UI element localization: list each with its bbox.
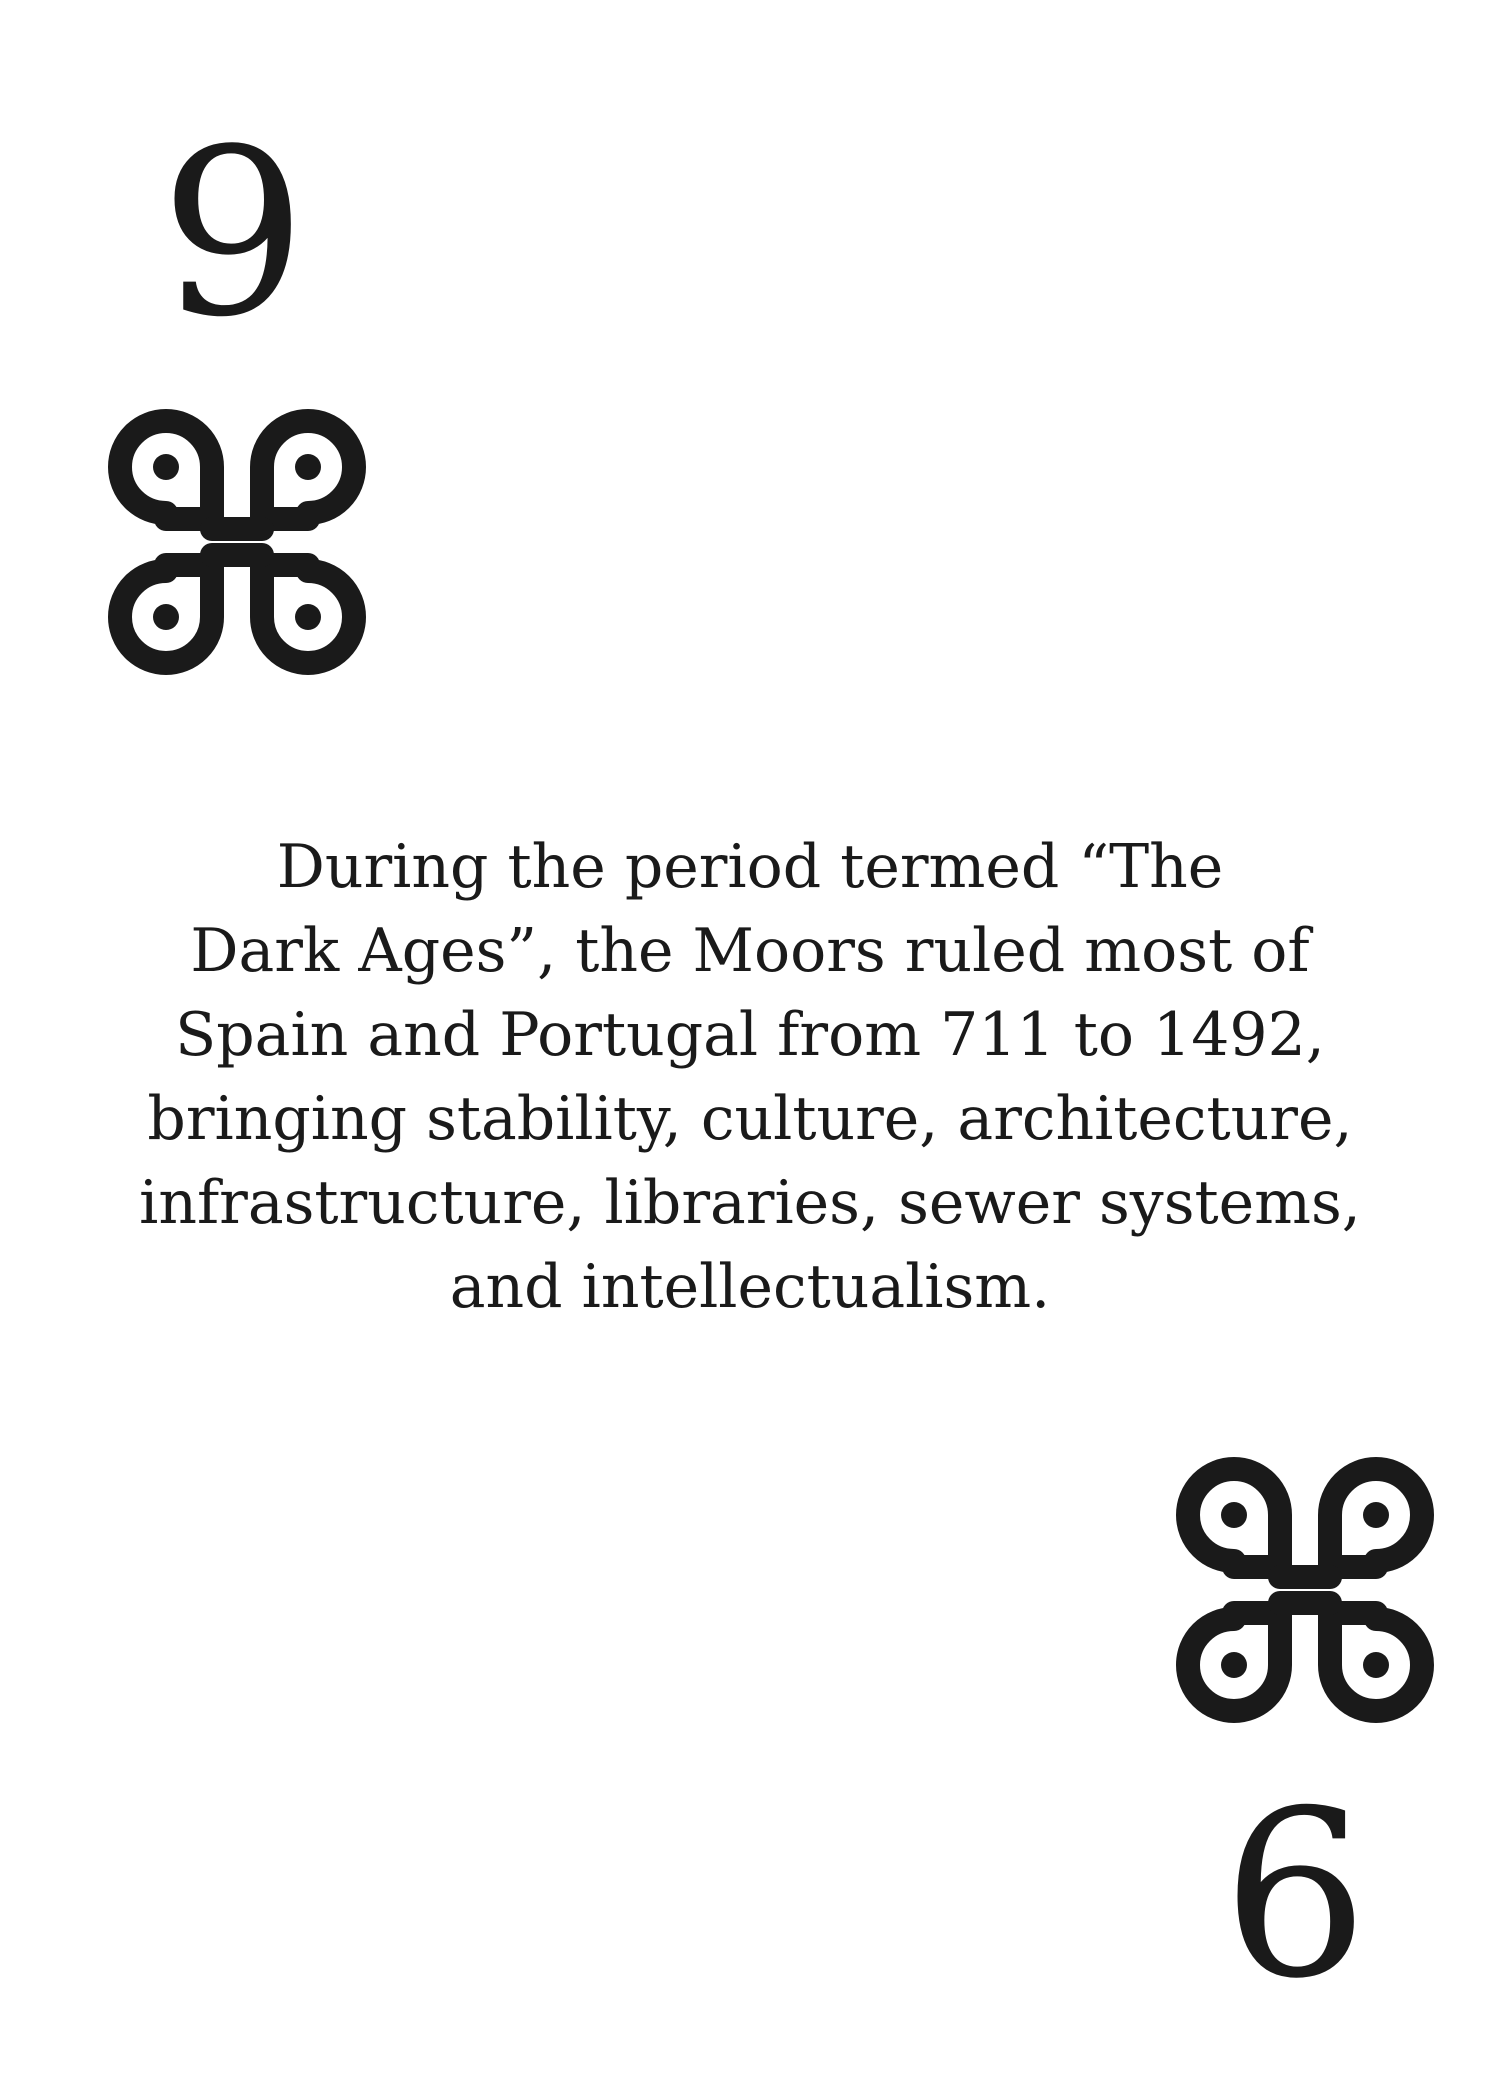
- card-rank-top: 9: [160, 101, 307, 368]
- text-line: Spain and Portugal from 711 to 1492,: [175, 1000, 1325, 1070]
- bese-saka-adinkra-icon: [1160, 1455, 1450, 1725]
- text-line: Dark Ages”, the Moors ruled most of: [190, 916, 1310, 986]
- card-description: [120, 825, 1380, 1329]
- bese-saka-adinkra-icon: [92, 407, 382, 677]
- text-line: During the period termed “The: [276, 832, 1224, 902]
- text-line: bringing stability, culture, architecture,: [147, 1084, 1353, 1154]
- card-rank-bottom: 9: [1222, 1752, 1369, 2019]
- text-line: infrastructure, libraries, sewer systems,: [139, 1168, 1361, 1238]
- text-line: and intellectualism.: [449, 1252, 1051, 1322]
